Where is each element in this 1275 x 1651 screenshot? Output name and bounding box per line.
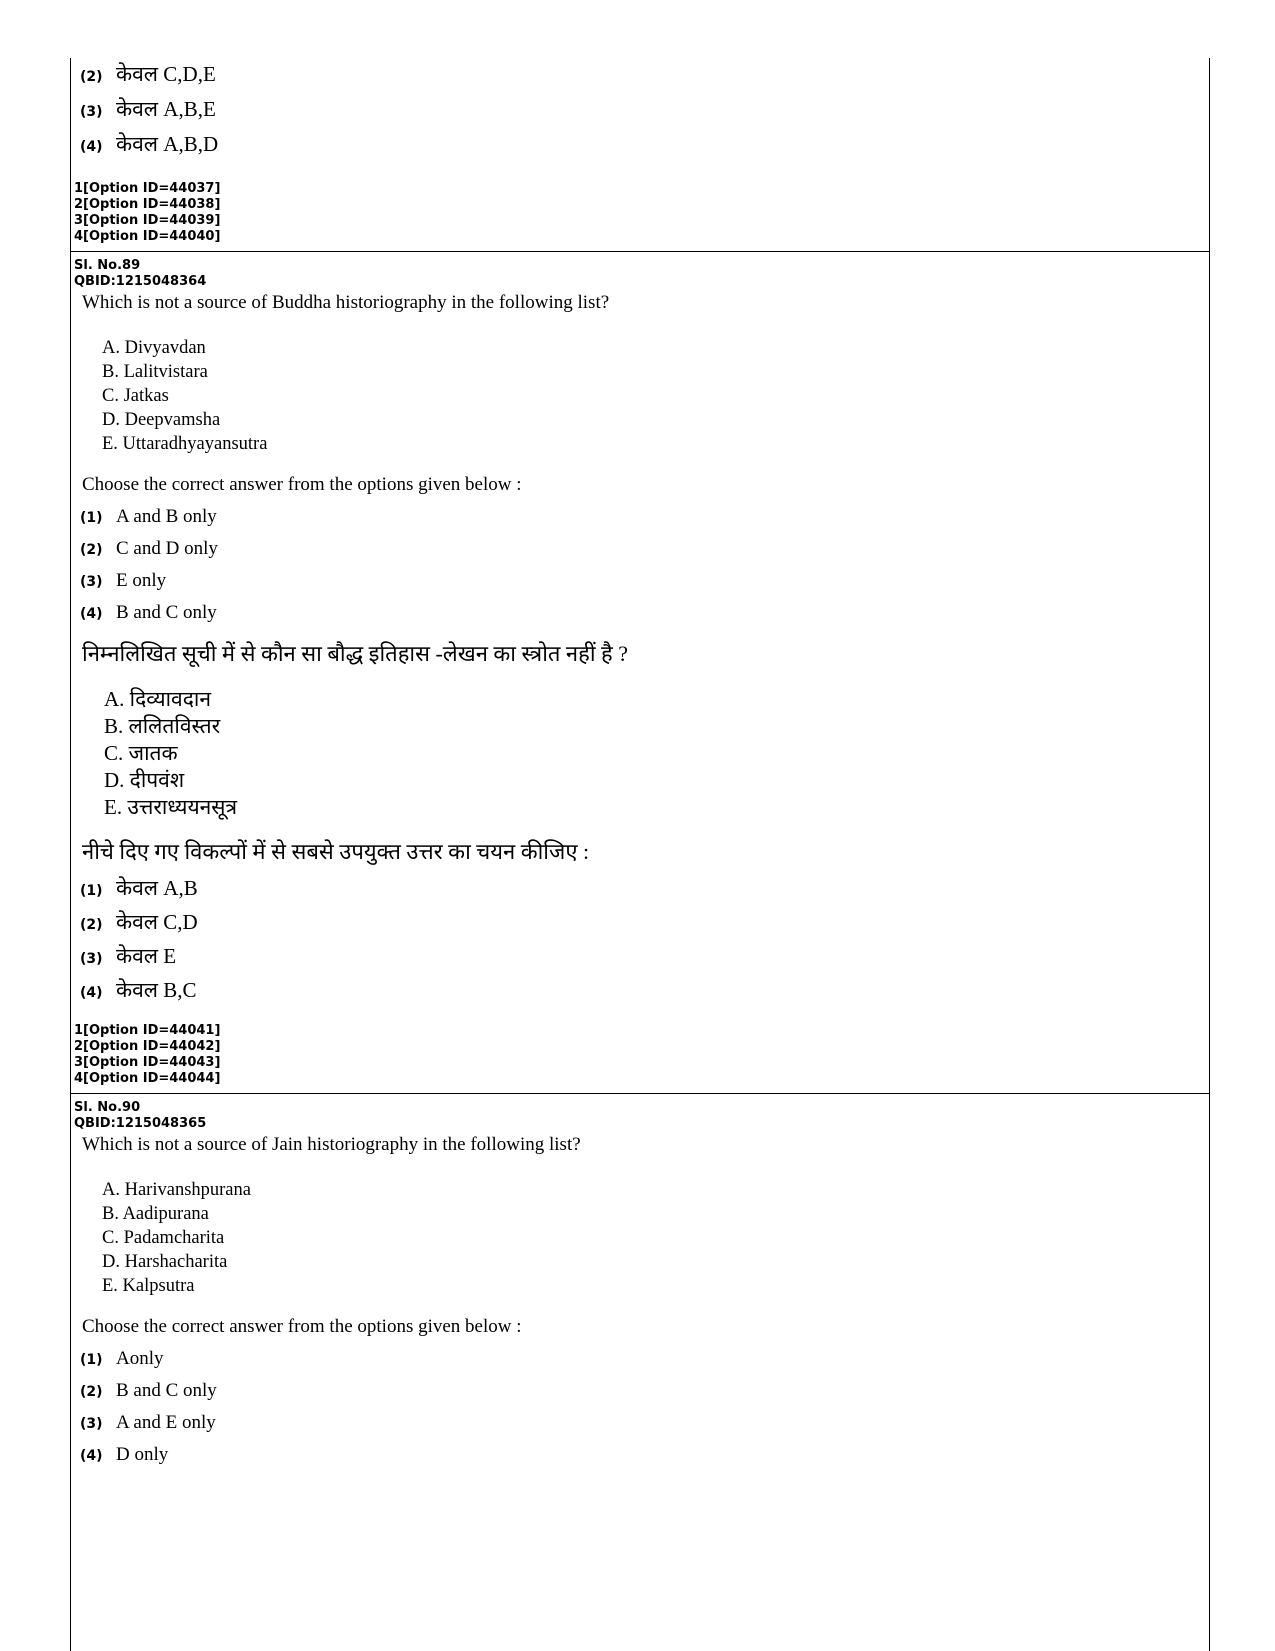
option-1 [80,874,198,902]
instruction-en: Choose the correct answer from the options given below : [82,474,522,495]
option-number: (4) [80,606,103,622]
option-2 [80,908,198,936]
serial-number: Sl. No.89 [74,258,141,273]
option-number: (4) [80,1448,103,1464]
list-item: A. Harivanshpurana [102,1180,251,1200]
question-text-en: Which is not a source of Buddha historiography in the following list? [82,292,610,313]
option-2 [80,1380,217,1402]
list-item: D. Deepvamsha [102,410,221,430]
list-item: E. Kalpsutra [102,1276,195,1296]
option-number: (2) [80,1384,103,1400]
option-text: केवल C,D,E [116,62,216,86]
option-text: केवल A,B,D [116,132,219,156]
list-item: B. Aadipurana [102,1204,209,1224]
list-item: C. Jatkas [102,386,169,406]
option-3 [80,95,216,123]
question-divider [70,1093,1210,1094]
question-header [74,258,206,290]
list-item: C. जातक [104,741,178,765]
list-item: B. ललितविस्तर [104,714,221,738]
list-item: E. Uttaradhyayansutra [102,434,268,454]
question-text-hi: निम्नलिखित सूची में से कौन सा बौद्ध इतिहास -लेखन का स्त्रोत नहीं है ? [82,641,628,666]
option-id: 2[Option ID=44042] [74,1039,221,1054]
option-text: केवल A,B,E [116,97,216,121]
list-item: A. Divyavdan [102,338,206,358]
option-4 [80,976,197,1004]
option-text: A and B only [116,506,217,527]
option-4 [80,130,218,158]
list-item: E. उत्तराध्ययनसूत्र [104,795,238,819]
option-id-list [74,1023,220,1087]
option-3 [80,570,166,592]
question-text-en: Which is not a source of Jain historiography in the following list? [82,1134,581,1155]
option-text: केवल A,B [116,876,198,900]
option-1 [80,1348,164,1370]
option-number: (3) [80,104,103,120]
option-2 [80,538,218,560]
instruction-en: Choose the correct answer from the options given below : [82,1316,522,1337]
option-2 [80,60,216,88]
qbid: QBID:1215048365 [74,1116,207,1131]
option-text: केवल E [116,944,177,968]
option-number: (1) [80,510,103,526]
option-text: Aonly [116,1348,164,1369]
option-number: (1) [80,1352,103,1368]
option-id-list [74,181,220,245]
option-text: E only [116,570,167,591]
option-number: (4) [80,139,103,155]
list-item: D. दीपवंश [104,768,185,792]
list-item: D. Harshacharita [102,1252,228,1272]
option-3 [80,942,176,970]
serial-number: Sl. No.90 [74,1100,141,1115]
question-header [74,1100,206,1132]
qbid: QBID:1215048364 [74,274,207,289]
option-text: C and D only [116,538,218,559]
option-number: (2) [80,69,103,85]
option-id: 3[Option ID=44043] [74,1055,221,1070]
option-text: B and C only [116,1380,217,1401]
option-id: 1[Option ID=44041] [74,1023,221,1038]
option-number: (1) [80,883,103,899]
option-id: 4[Option ID=44044] [74,1071,221,1086]
option-id: 1[Option ID=44037] [74,181,221,196]
option-3 [80,1412,216,1434]
instruction-hi: नीचे दिए गए विकल्पों में से सबसे उपयुक्त उत्तर का चयन कीजिए : [82,839,590,864]
option-4 [80,1444,168,1466]
list-item: B. Lalitvistara [102,362,208,382]
list-item: C. Padamcharita [102,1228,225,1248]
option-number: (3) [80,1416,103,1432]
option-text: B and C only [116,602,217,623]
list-item: A. दिव्यावदान [104,687,211,711]
option-number: (2) [80,917,103,933]
option-4 [80,602,217,624]
option-number: (3) [80,951,103,967]
option-number: (3) [80,574,103,590]
option-1 [80,506,217,528]
option-id: 2[Option ID=44038] [74,197,221,212]
option-text: केवल B,C [116,978,197,1002]
option-text: केवल C,D [116,910,198,934]
option-text: A and E only [116,1412,216,1433]
option-id: 4[Option ID=44040] [74,229,221,244]
option-number: (4) [80,985,103,1001]
option-id: 3[Option ID=44039] [74,213,221,228]
option-number: (2) [80,542,103,558]
question-divider [70,251,1210,252]
option-text: D only [116,1444,169,1465]
